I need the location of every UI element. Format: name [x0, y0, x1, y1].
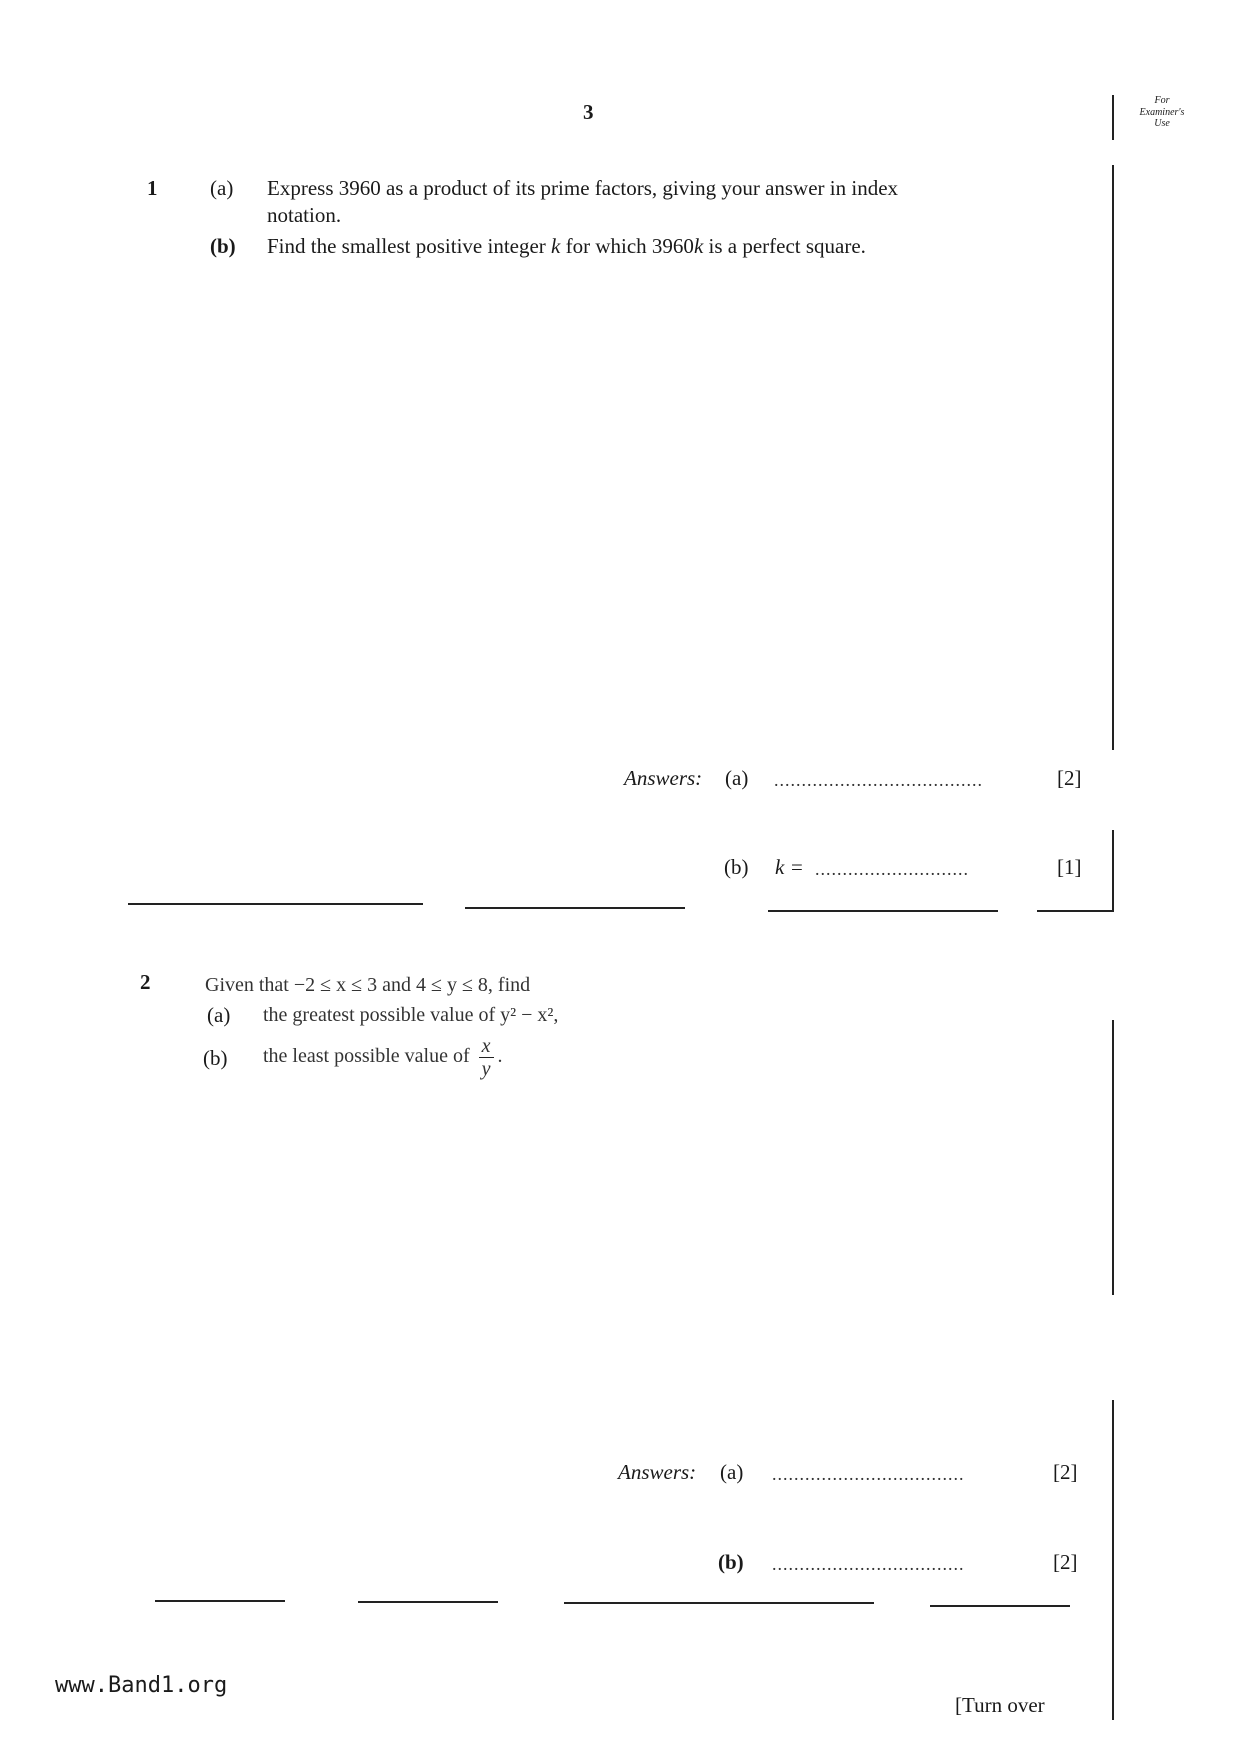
q1-answer-b-label: (b) [724, 855, 749, 879]
q1b-text-post: is a perfect square. [708, 234, 866, 258]
q2-answer-a-marks: [2] [1053, 1460, 1078, 1484]
q1-answer-b-prefix: k = [775, 855, 804, 879]
q1-number: 1 [147, 176, 158, 200]
q1b-text [267, 234, 866, 259]
q2a-label: (a) [207, 1003, 231, 1027]
q1-answer-a-label: (a) [725, 766, 749, 790]
q2b-fraction [479, 1035, 494, 1080]
q2b-label: (b) [203, 1046, 228, 1070]
q1-answer-a-marks: [2] [1057, 766, 1082, 790]
q1-answer-b-field[interactable]: ............................ [815, 859, 969, 879]
q1-answer-b-marks: [1] [1057, 855, 1082, 879]
q1-separator-1 [128, 903, 423, 905]
q2-intro: Given that −2 ≤ x ≤ 3 and 4 ≤ y ≤ 8, find [205, 974, 531, 996]
q1-answer-a-field[interactable]: ...................................... [774, 770, 983, 790]
q2-answers-label: Answers: [618, 1460, 697, 1484]
q2-separator-2 [358, 1601, 498, 1603]
q1b-text-pre: Find the smallest positive integer [267, 234, 546, 258]
q1-separator-2 [465, 907, 685, 909]
q2-number: 2 [140, 970, 151, 994]
page-number: 3 [583, 100, 594, 124]
margin-note-line2: Examiner's [1139, 106, 1185, 118]
margin-rule-q1 [1112, 165, 1114, 750]
q2a-text: the greatest possible value of y² − x², [263, 1004, 559, 1026]
q2-answer-b-field[interactable]: ................................... [772, 1554, 965, 1574]
footer-website: www.Band1.org [55, 1673, 228, 1698]
margin-note-line3: Use [1154, 118, 1170, 129]
turn-over-label: [Turn over [955, 1693, 1045, 1717]
q1b-var-k-2: k [693, 234, 704, 258]
margin-rule-q2-answers [1112, 1400, 1114, 1720]
q2-answer-a-label: (a) [720, 1460, 744, 1484]
q2-separator-4 [930, 1605, 1070, 1607]
q2-answer-b-label: (b) [718, 1550, 744, 1574]
q1-separator-4 [1037, 910, 1114, 912]
q1b-label: (b) [210, 234, 236, 258]
q2b-text [263, 1035, 503, 1080]
q2b-text-end: . [497, 1045, 503, 1068]
q1-answers-label: Answers: [624, 766, 703, 790]
q2b-fraction-denominator: y [481, 1058, 491, 1080]
margin-rule-top [1112, 95, 1114, 140]
q1a-label: (a) [210, 176, 234, 200]
examiners-use-note [1132, 95, 1192, 130]
q2-answer-b-marks: [2] [1053, 1550, 1078, 1574]
q1a-text-line1: Express 3960 as a product of its prime factors, giving your answer in index [267, 176, 899, 200]
margin-rule-q2 [1112, 1020, 1114, 1295]
q1a-text-line2: notation. [267, 203, 342, 227]
margin-rule-q1-answers [1112, 830, 1114, 910]
q2-separator-3 [564, 1602, 874, 1604]
q2b-fraction-numerator: x [479, 1035, 494, 1058]
q2-separator-1 [155, 1600, 285, 1602]
q1b-var-k: k [551, 234, 561, 258]
q1-separator-3 [768, 910, 998, 912]
q1b-text-mid: for which 3960 [565, 234, 694, 258]
q2b-text-main: the least possible value of [263, 1045, 470, 1068]
q2-answer-a-field[interactable]: ................................... [772, 1464, 965, 1484]
margin-note-line1: For [1154, 95, 1170, 106]
